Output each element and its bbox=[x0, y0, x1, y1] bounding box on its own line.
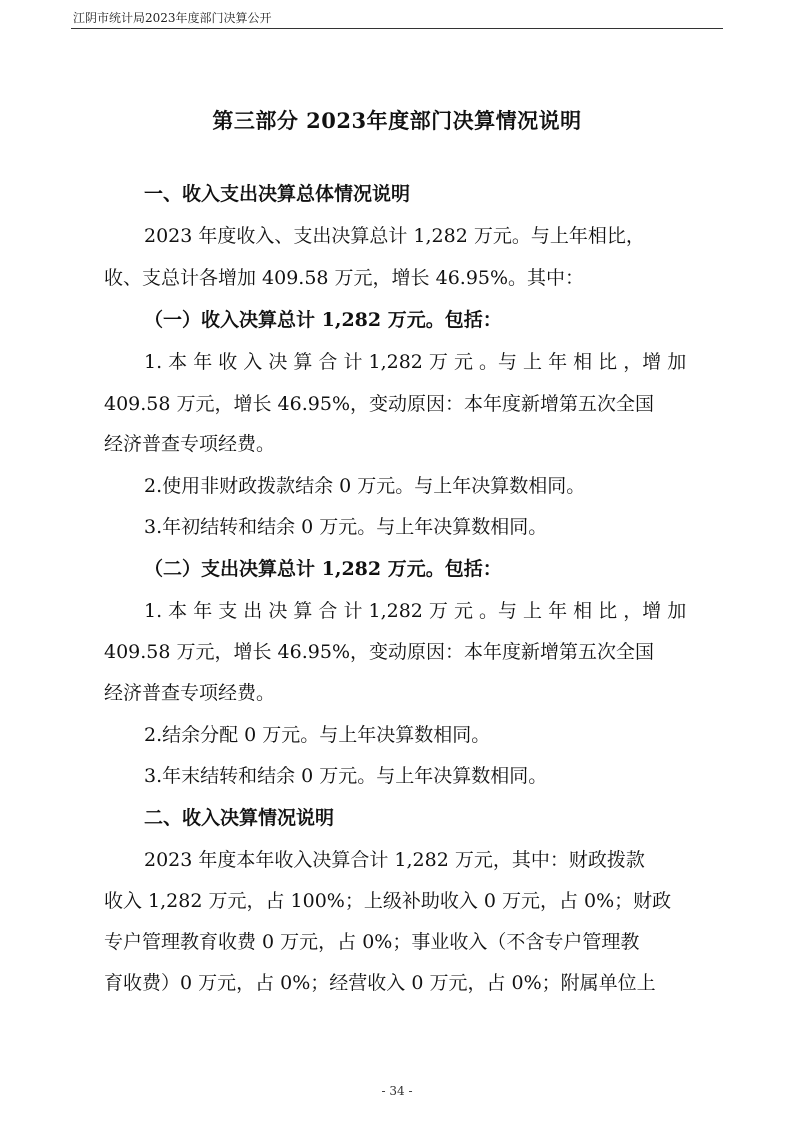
paragraph-line: 1. 本 年 支 出 决 算 合 计 1,282 万 元 。与 上 年 相 比 ，增 加 bbox=[144, 600, 687, 622]
running-header: 江阴市统计局2023年度部门决算公开 bbox=[73, 11, 272, 25]
page-number: - 34 - bbox=[381, 1084, 413, 1098]
paragraph-line: 收入 1,282 万元，占 100%；上级补助收入 0 万元，占 0%；财政 bbox=[104, 890, 672, 912]
paragraph-line: 经济普查专项经费。 bbox=[104, 682, 276, 704]
paragraph-line: 经济普查专项经费。 bbox=[104, 433, 276, 455]
subsection-heading-income: （一）收入决算总计 1,282 万元。包括： bbox=[144, 309, 502, 331]
paragraph-line: 1. 本 年 收 入 决 算 合 计 1,282 万 元 。与 上 年 相 比 ，增 加 bbox=[144, 351, 687, 373]
subsection-heading-expense: （二）支出决算总计 1,282 万元。包括： bbox=[144, 558, 502, 580]
paragraph-line: 2.结余分配 0 万元。与上年决算数相同。 bbox=[144, 724, 491, 746]
section-heading-1: 一、收入支出决算总体情况说明 bbox=[144, 183, 411, 205]
paragraph-line: 收、支总计各增加 409.58 万元，增长 46.95%。其中： bbox=[104, 267, 585, 289]
paragraph-line: 409.58 万元，增长 46.95%，变动原因：本年度新增第五次全国 bbox=[104, 393, 655, 415]
paragraph-line: 3.年末结转和结余 0 万元。与上年决算数相同。 bbox=[144, 765, 548, 787]
paragraph-line: 专户管理教育收费 0 万元，占 0%；事业收入（不含专户管理教 bbox=[104, 931, 640, 953]
header-divider bbox=[71, 28, 723, 29]
paragraph-line: 2.使用非财政拨款结余 0 万元。与上年决算数相同。 bbox=[144, 475, 586, 497]
paragraph-line: 409.58 万元，增长 46.95%，变动原因：本年度新增第五次全国 bbox=[104, 641, 655, 663]
page-title: 第三部分 2023年度部门决算情况说明 bbox=[212, 108, 582, 133]
paragraph-line: 育收费）0 万元，占 0%；经营收入 0 万元，占 0%；附属单位上 bbox=[104, 972, 656, 994]
paragraph-line: 2023 年度本年收入决算合计 1,282 万元，其中：财政拨款 bbox=[144, 849, 645, 871]
section-heading-2: 二、收入决算情况说明 bbox=[144, 807, 335, 829]
paragraph-line: 2023 年度收入、支出决算总计 1,282 万元。与上年相比， bbox=[144, 225, 645, 247]
paragraph-line: 3.年初结转和结余 0 万元。与上年决算数相同。 bbox=[144, 516, 548, 538]
